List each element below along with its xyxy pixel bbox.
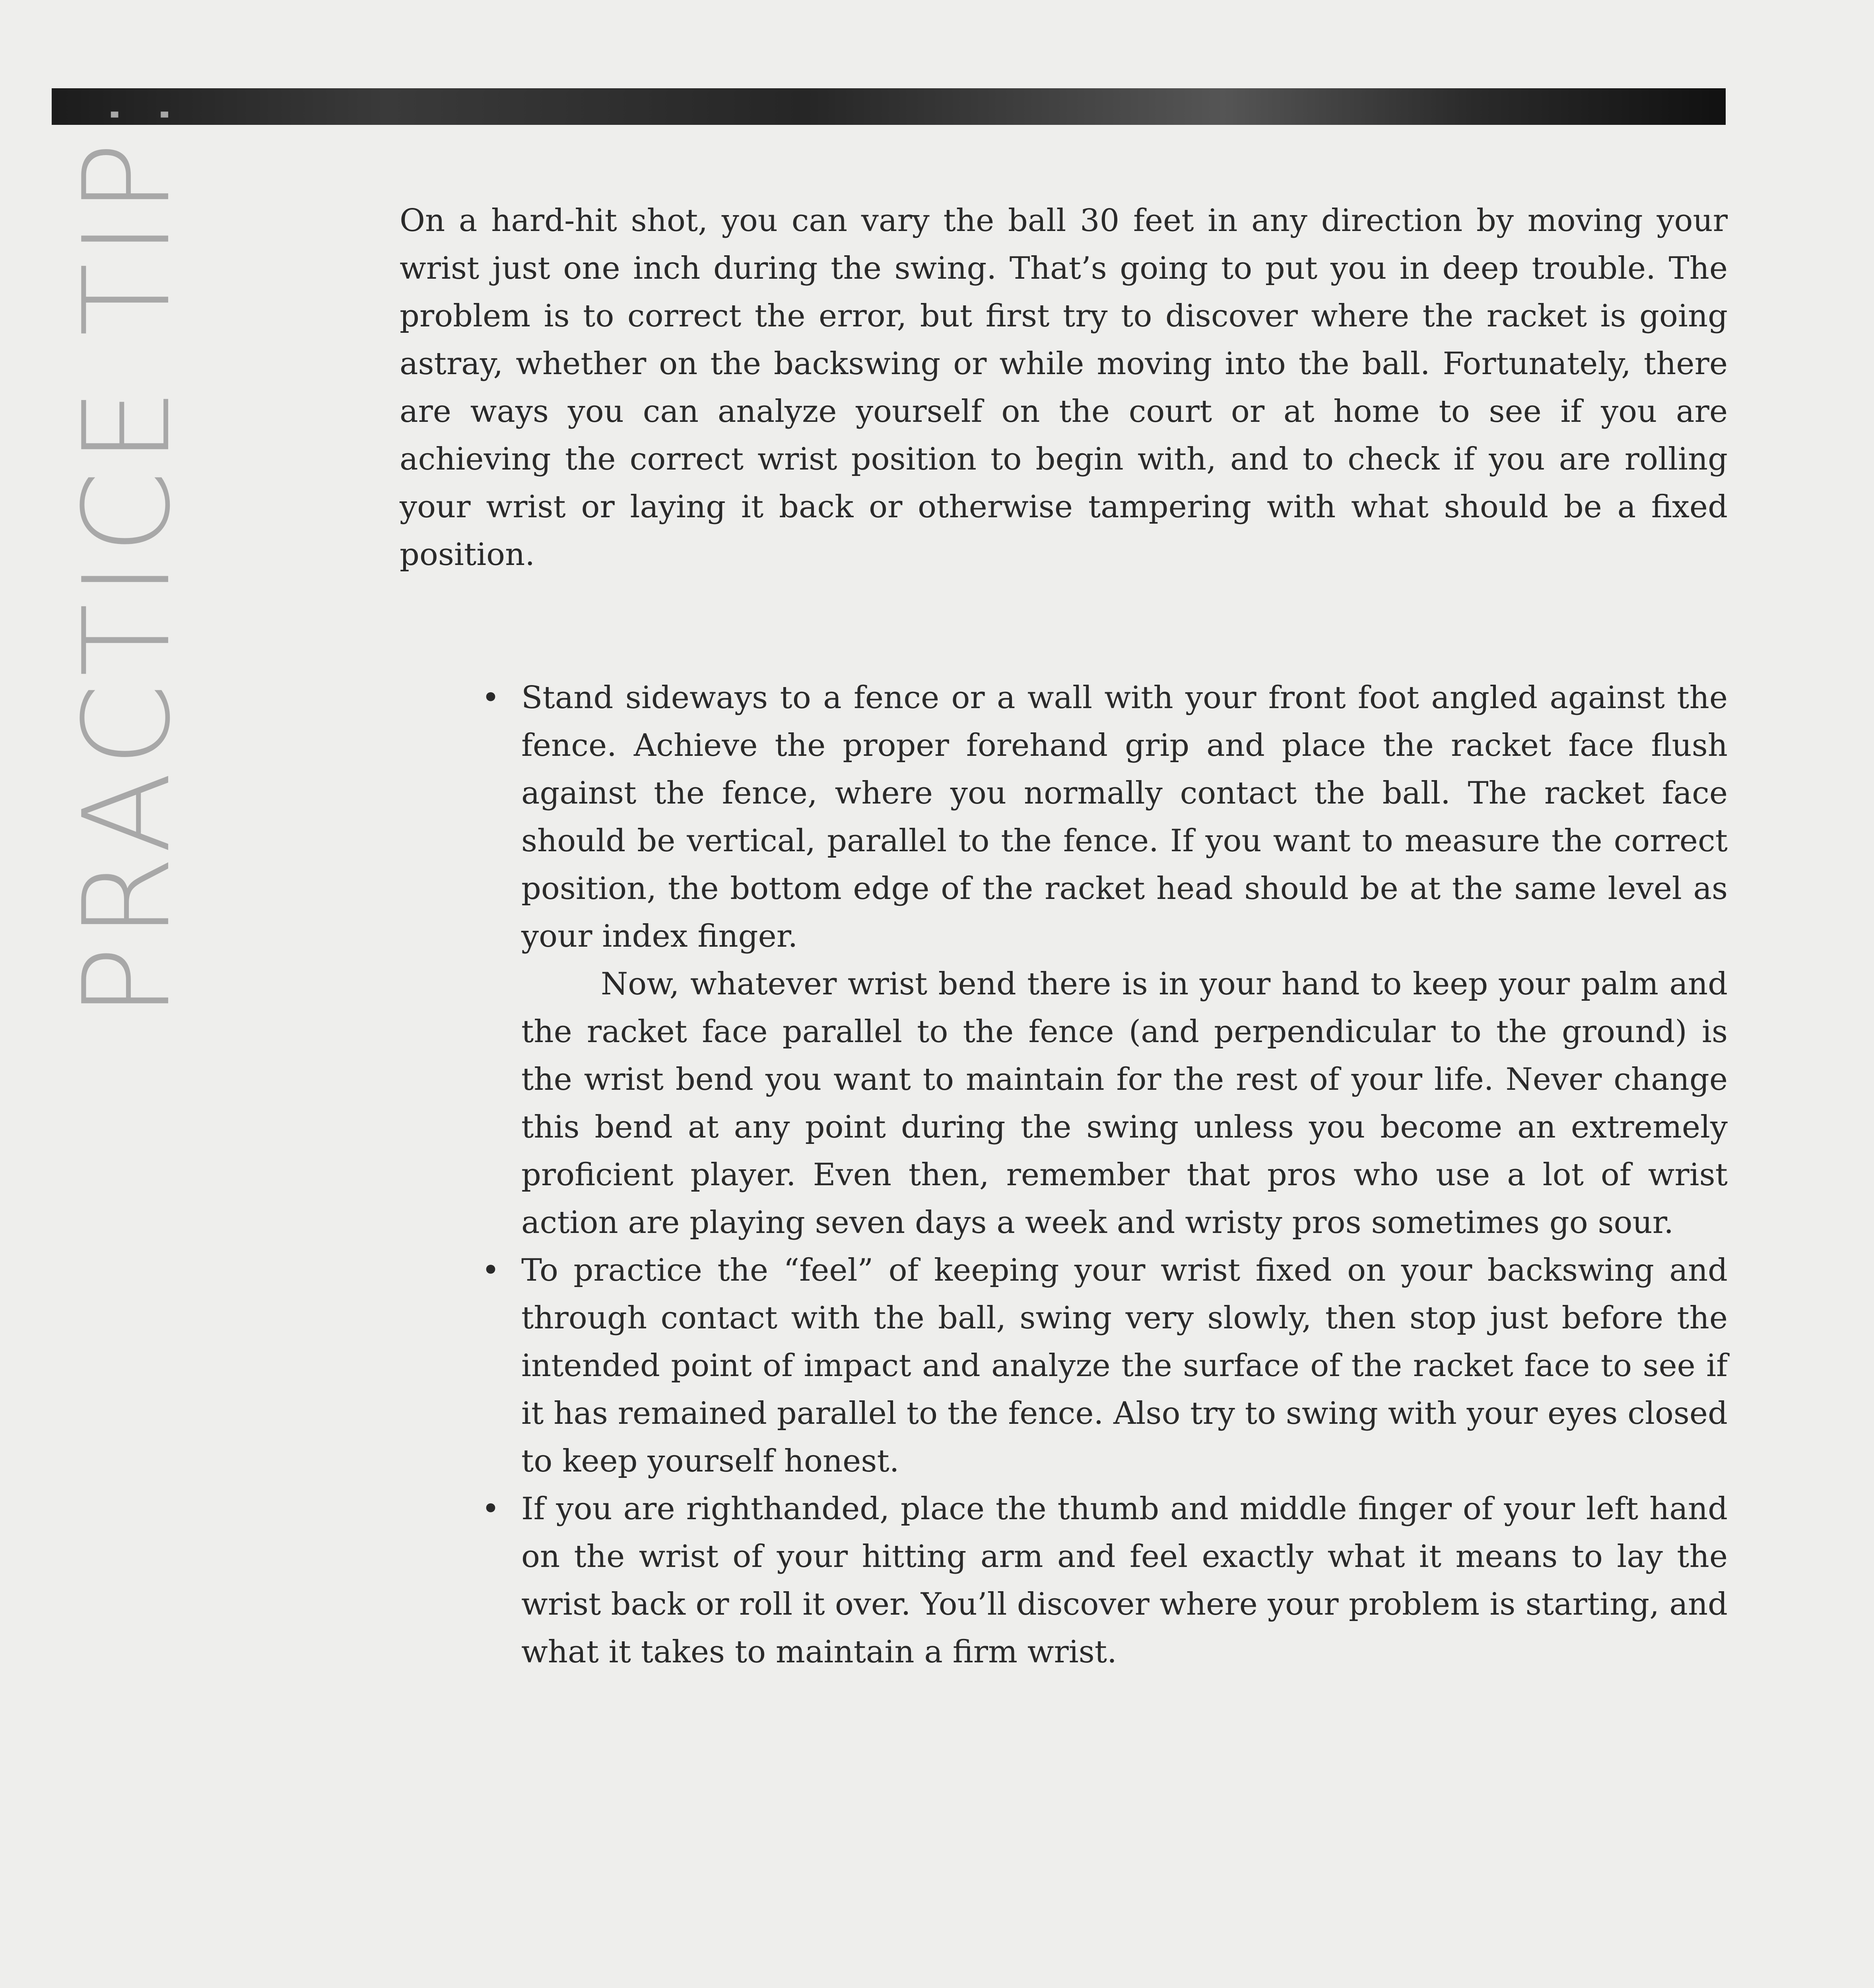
tips-list	[400, 674, 1728, 1676]
bullet-icon: •	[482, 1491, 500, 1527]
tip-item-1	[482, 674, 1728, 1246]
tip-3-text: If you are righthanded, place the thumb and middle finger of your left hand on the wrist of your hitting arm and feel exactly what it means to lay the wrist back or roll it over. You’ll discover where your problem is starting, and what it takes to maintain a firm wrist.	[521, 1491, 1728, 1670]
tip-2-text: To practice the “feel” of keeping your wrist fixed on your backswing and through contact with the ball, swing very slowly, then stop just before the intended point of impact and analyze the surface of the racket face to see if it has remained parallel to the fence. Also try to swing with your eyes closed to keep yourself honest.	[521, 1252, 1728, 1479]
article-body	[400, 197, 1728, 1676]
top-rule-bar	[52, 88, 1726, 125]
intro-paragraph: On a hard-hit shot, you can vary the ball 30 feet in any direction by moving your wrist just one inch during the swing. That’s going to put you in deep trouble. The problem is to correct the error, but first try to discover where the racket is going astray, whether on the backswing or while moving into the ball. Fortunately, there are ways you can analyze yourself on the court or at home to see if you are achieving the correct wrist position to begin with, and to check if you are rolling your wrist or laying it back or otherwise tampering with what should be a fixed position.	[400, 203, 1728, 573]
side-title-practice-tip: PRACTICE TIP:	[58, 87, 196, 1018]
tip-1-continuation: Now, whatever wrist bend there is in your hand to keep your palm and the racket face parallel to the fence (and perpendicular to the ground) is the wrist bend you want to maintain for the rest of your life. Never change this bend at any point during the swing unless you become an extremely proficient player. Even then, remember that pros who use a lot of wrist action are playing seven days a week and wristy pros sometimes go sour.	[521, 966, 1728, 1241]
bullet-icon: •	[482, 1252, 500, 1288]
bullet-icon: •	[482, 680, 500, 716]
tip-item-3	[482, 1485, 1728, 1676]
tip-1-text: Stand sideways to a fence or a wall with your front foot angled against the fence. Achieve the proper forehand grip and place the racket face flush against the fence, where you normally contact the ball. The racket face should be vertical, parallel to the fence. If you want to measure the correct position, the bottom edge of the racket head should be at the same level as your index finger.	[521, 680, 1728, 954]
tip-item-2	[482, 1246, 1728, 1485]
